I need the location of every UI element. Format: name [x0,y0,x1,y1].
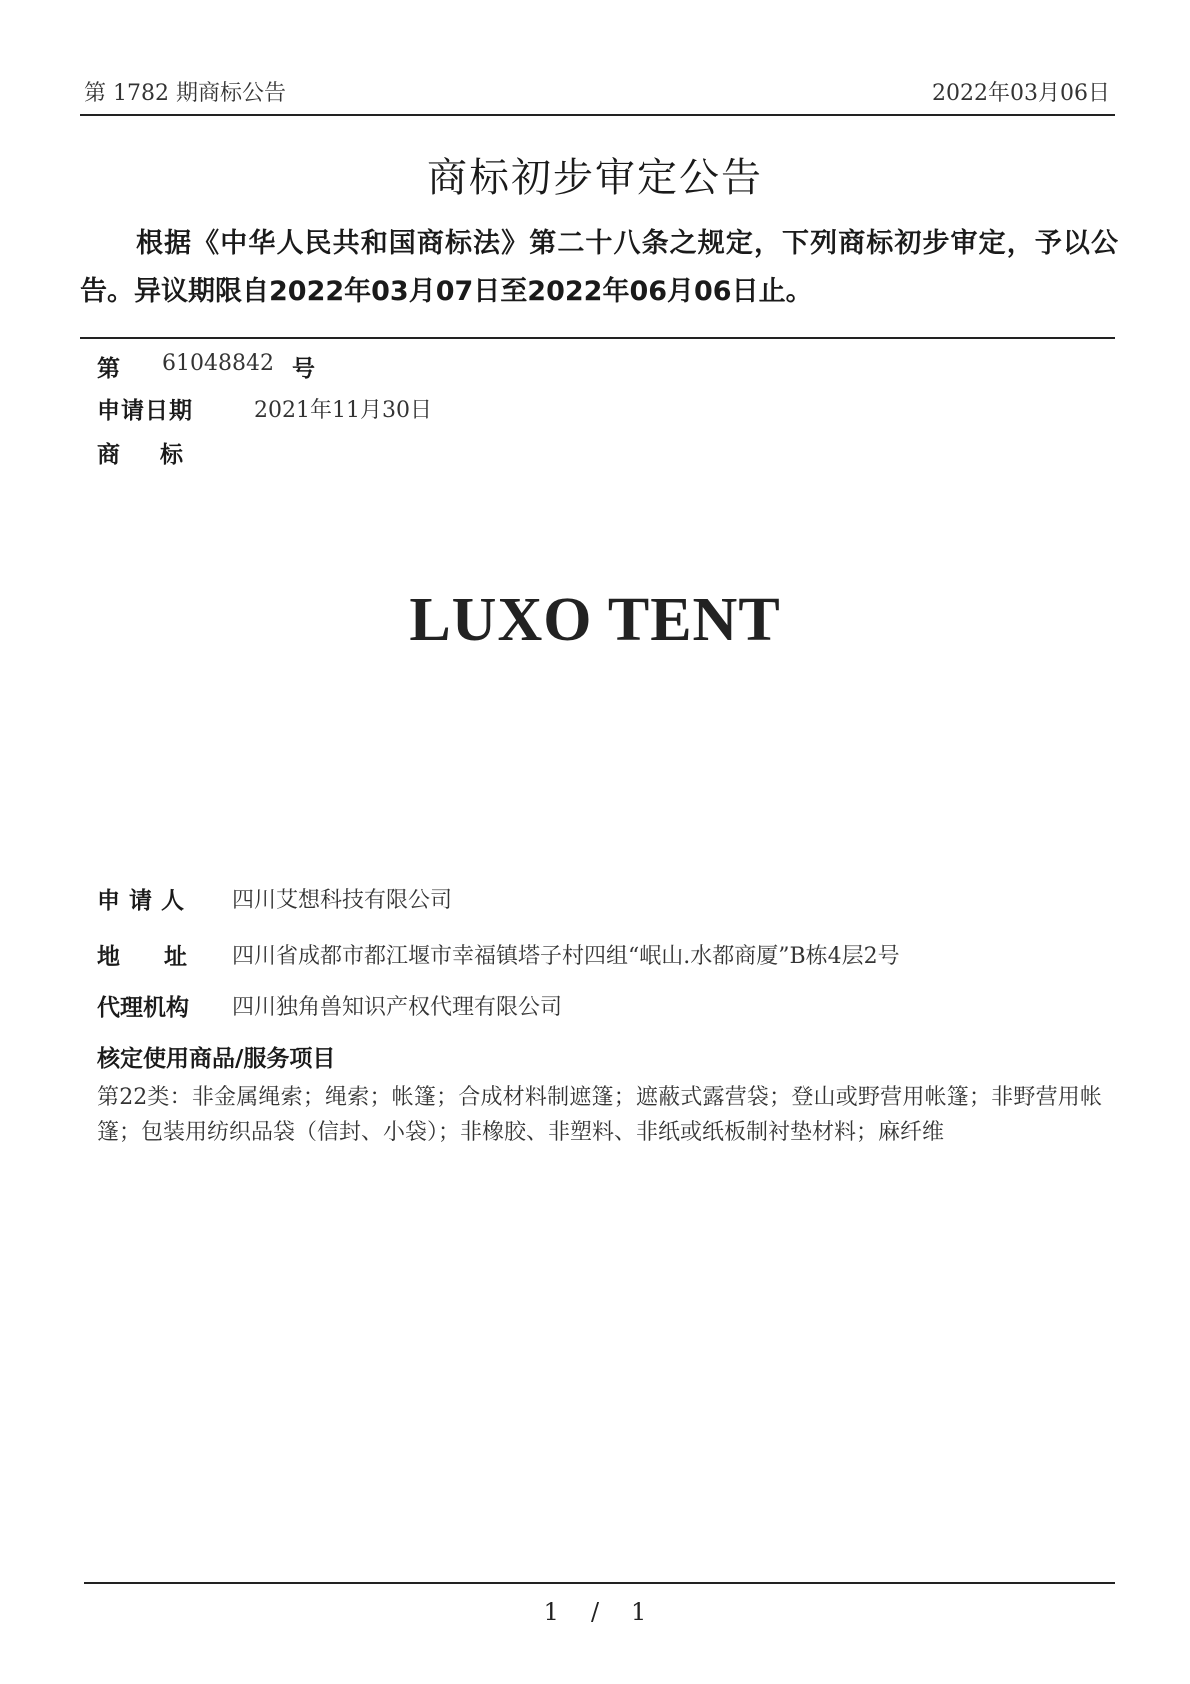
announcement-intro: 根据《中华人民共和国商标法》第二十八条之规定，下列商标初步审定，予以公告。异议期限自2022年03月07日至2022年06月06日止。 [80,228,1118,307]
issue-number: 第 1782 期商标公告 [84,81,286,106]
filing-date-label: 申请日期 [97,398,193,424]
page-indicator [0,1598,1190,1626]
total-pages: 1 [631,1598,647,1626]
goods-services-list: 第22类：非金属绳索；绳索；帐篷；合成材料制遮篷；遮蔽式露营袋；登山或野营用帐篷；非野营用帐篷；包装用纺织品袋（信封、小袋）；非橡胶、非塑料、非纸或纸板制衬垫材料；麻纤维 [97,1085,1102,1145]
goods-services-label: 核定使用商品/服务项目 [97,1046,336,1072]
section-divider [80,337,1115,339]
filing-date: 2021年11月30日 [254,398,432,423]
agent-label: 代理机构 [97,995,189,1021]
applicant-label: 申请人 [97,888,193,914]
agent-name: 四川独角兽知识产权代理有限公司 [232,995,563,1020]
trademark-image: LUXO TENT [409,586,781,654]
registration-number: 61048842 [162,351,274,376]
header-divider [80,114,1115,116]
address-label: 地址 [97,944,231,970]
registration-number-prefix: 第 [97,356,120,382]
current-page: 1 [543,1598,559,1626]
applicant-name: 四川艾想科技有限公司 [232,888,453,913]
issue-date: 2022年03月06日 [932,81,1110,106]
footer-divider [84,1582,1115,1584]
applicant-address: 四川省成都市都江堰市幸福镇塔子村四组“岷山.水都商厦”B栋4层2号 [232,944,900,969]
registration-number-suffix: 号 [292,356,315,382]
page-title: 商标初步审定公告 [427,155,763,201]
page-separator: / [590,1598,600,1626]
trademark-label: 商标 [97,442,223,468]
